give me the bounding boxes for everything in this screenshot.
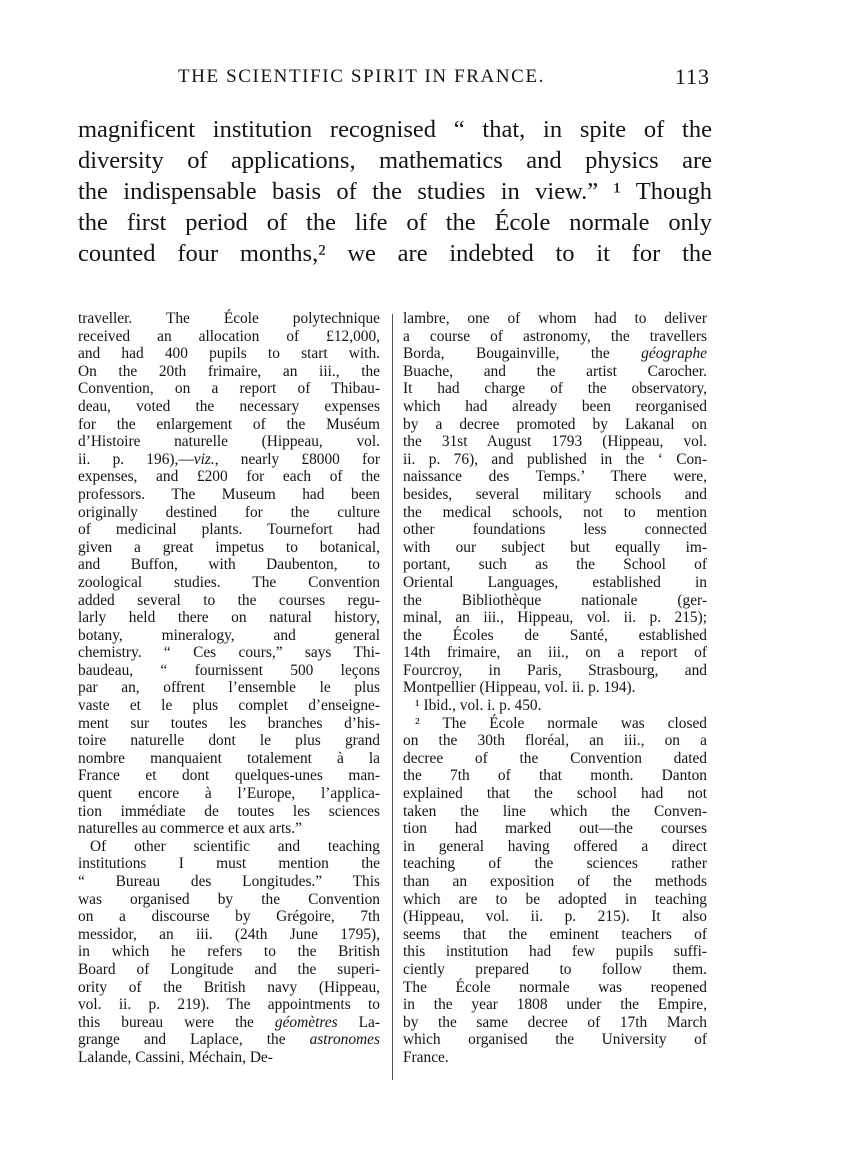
footnote-line: chemistry. “ Ces cours,” says Thi-	[78, 644, 380, 662]
footnote-line: nombre manquaient totalement à la	[78, 749, 380, 767]
footnote-line: France et dont quelques-unes man-	[78, 767, 380, 785]
main-line: the first period of the life of the École normale only	[78, 209, 712, 236]
footnote-line: naissance des Temps.’ There were,	[403, 468, 707, 486]
footnote-line: messidor, an iii. (24th June 1795),	[78, 925, 380, 943]
footnote-line: vol. ii. p. 219). The appointments to	[78, 996, 380, 1014]
footnote-line: this bureau were the géomètres La-	[78, 1013, 380, 1031]
column-divider	[392, 314, 393, 1080]
footnote-line: by the same decree of 17th March	[403, 1013, 707, 1031]
footnote-line: ² The École normale was closed	[415, 714, 707, 732]
footnote-line: the medical schools, not to mention	[403, 503, 707, 521]
footnote-line: for the enlargement of the Muséum	[78, 415, 380, 433]
footnote-line: minal, an iii., Hippeau, vol. ii. p. 215);	[403, 609, 707, 627]
footnote-line: which organised the University of	[403, 1031, 707, 1049]
footnote-line: ii. p. 76), and published in the ‘ Con-	[403, 450, 707, 468]
footnote-line: quent encore à l’Europe, l’applica-	[78, 785, 380, 803]
page-header	[78, 64, 712, 94]
footnote-line: d’Histoire naturelle (Hippeau, vol.	[78, 433, 380, 451]
footnote-line: Convention, on a report of Thibau-	[78, 380, 380, 398]
footnote-line: the 7th of that month. Danton	[403, 767, 707, 785]
footnote-column-left	[78, 310, 380, 1067]
footnote-line: It had charge of the observatory,	[403, 380, 707, 398]
footnote-line: botany, mineralogy, and general	[78, 626, 380, 644]
footnote-line: professors. The Museum had been	[78, 485, 380, 503]
footnote-line: decree of the Convention dated	[403, 749, 707, 767]
footnote-line: ority of the British navy (Hippeau,	[78, 978, 380, 996]
footnote-line: zoological studies. The Convention	[78, 573, 380, 591]
footnote-line: Of other scientific and teaching	[90, 837, 380, 855]
main-line: counted four months,² we are indebted to it for the	[78, 240, 712, 267]
footnote-line: “ Bureau des Longitudes.” This	[78, 873, 380, 890]
footnote-line: on the 30th floréal, an iii., on a	[403, 732, 707, 750]
footnote-line: taken the line which the Conven-	[403, 802, 707, 820]
footnote-line: Lalande, Cassini, Méchain, De-	[78, 1048, 273, 1066]
main-text	[78, 114, 712, 269]
footnote-line: The École normale was reopened	[403, 978, 707, 996]
footnote-line: explained that the school had not	[403, 785, 707, 803]
footnote-line: teaching of the sciences rather	[403, 855, 707, 873]
footnote-line: lambre, one of whom had to deliver	[403, 310, 707, 327]
main-line: magnificent institution recognised “ that, in spite of the	[78, 116, 712, 143]
footnote-line: the 31st August 1793 (Hippeau, vol.	[403, 433, 707, 451]
footnote-line: Fourcroy, in Paris, Strasbourg, and	[403, 661, 707, 679]
footnote-line: grange and Laplace, the astronomes	[78, 1031, 380, 1049]
footnote-line: Buache, and the artist Carocher.	[403, 362, 707, 380]
footnote-line: the Écoles de Santé, established	[403, 626, 707, 644]
footnote-line: traveller. The École polytechnique	[78, 310, 380, 327]
footnote-line: France.	[403, 1048, 449, 1066]
footnote-line: than an exposition of the methods	[403, 873, 707, 890]
footnote-line: ¹ Ibid., vol. i. p. 450.	[415, 697, 542, 715]
footnote-line: of medicinal plants. Tournefort had	[78, 521, 380, 539]
footnote-line: on a discourse by Grégoire, 7th	[78, 908, 380, 926]
footnote-line: received an allocation of £12,000,	[78, 327, 380, 345]
footnote-line: besides, several military schools and	[403, 485, 707, 503]
footnote-line: in general having offered a direct	[403, 837, 707, 855]
main-line: diversity of applications, mathematics and physics are	[78, 147, 712, 174]
footnote-line: toire naturelle dont le plus grand	[78, 732, 380, 750]
footnote-line: given a great impetus to botanical,	[78, 538, 380, 556]
footnote-line: baudeau, “ fournissent 500 leçons	[78, 661, 380, 679]
footnote-line: Borda, Bougainville, the géographe	[403, 345, 707, 363]
footnote-line: portant, such as the School of	[403, 556, 707, 574]
footnote-line: naturelles au commerce et aux arts.”	[78, 820, 302, 838]
footnote-line: which are to be adopted in teaching	[403, 890, 707, 908]
footnote-line: in which he refers to the British	[78, 943, 380, 961]
main-line: the indispensable basis of the studies in view.” ¹ Though	[78, 178, 712, 205]
footnote-line: seems that the eminent teachers of	[403, 925, 707, 943]
page-number: 113	[674, 64, 710, 89]
footnote-line: 14th frimaire, an iii., on a report of	[403, 644, 707, 662]
running-head: THE SCIENTIFIC SPIRIT IN FRANCE.	[178, 66, 546, 87]
footnote-line: added several to the courses regu-	[78, 591, 380, 609]
footnote-line: par an, offrent l’ensemble le plus	[78, 679, 380, 697]
footnote-line: the Bibliothèque nationale (ger-	[403, 591, 707, 609]
footnote-line: deau, voted the necessary expenses	[78, 397, 380, 415]
footnote-line: Board of Longitude and the superi-	[78, 960, 380, 978]
footnote-line: originally destined for the culture	[78, 503, 380, 521]
footnote-line: Oriental Languages, established in	[403, 573, 707, 591]
footnote-column-right	[403, 310, 707, 1067]
footnote-line: by a decree promoted by Lakanal on	[403, 415, 707, 433]
footnote-line: On the 20th frimaire, an iii., the	[78, 362, 380, 380]
footnote-line: this institution had few pupils suffi-	[403, 943, 707, 961]
footnote-line: (Hippeau, vol. ii. p. 215). It also	[403, 908, 707, 926]
footnote-line: vaste et le plus complet d’enseigne-	[78, 697, 380, 715]
footnote-line: ment sur toutes les branches d’his-	[78, 714, 380, 732]
footnote-line: which had already been reorganised	[403, 397, 707, 415]
footnote-line: a course of astronomy, the travellers	[403, 327, 707, 345]
footnote-line: with our subject but equally im-	[403, 538, 707, 556]
footnote-line: was organised by the Convention	[78, 890, 380, 908]
footnote-line: larly held there on natural history,	[78, 609, 380, 627]
footnote-line: Montpellier (Hippeau, vol. ii. p. 194).	[403, 679, 636, 697]
footnote-line: ii. p. 196),—viz., nearly £8000 for	[78, 450, 380, 468]
footnote-line: ciently prepared to follow them.	[403, 960, 707, 978]
footnote-line: other foundations less connected	[403, 521, 707, 539]
footnote-line: in the year 1808 under the Empire,	[403, 996, 707, 1014]
footnote-line: tion immédiate de toutes les sciences	[78, 802, 380, 820]
footnote-line: expenses, and £200 for each of the	[78, 468, 380, 486]
footnote-line: tion had marked out—the courses	[403, 820, 707, 838]
footnote-line: and Buffon, with Daubenton, to	[78, 556, 380, 574]
footnote-line: and had 400 pupils to start with.	[78, 345, 380, 363]
footnote-line: institutions I must mention the	[78, 855, 380, 873]
